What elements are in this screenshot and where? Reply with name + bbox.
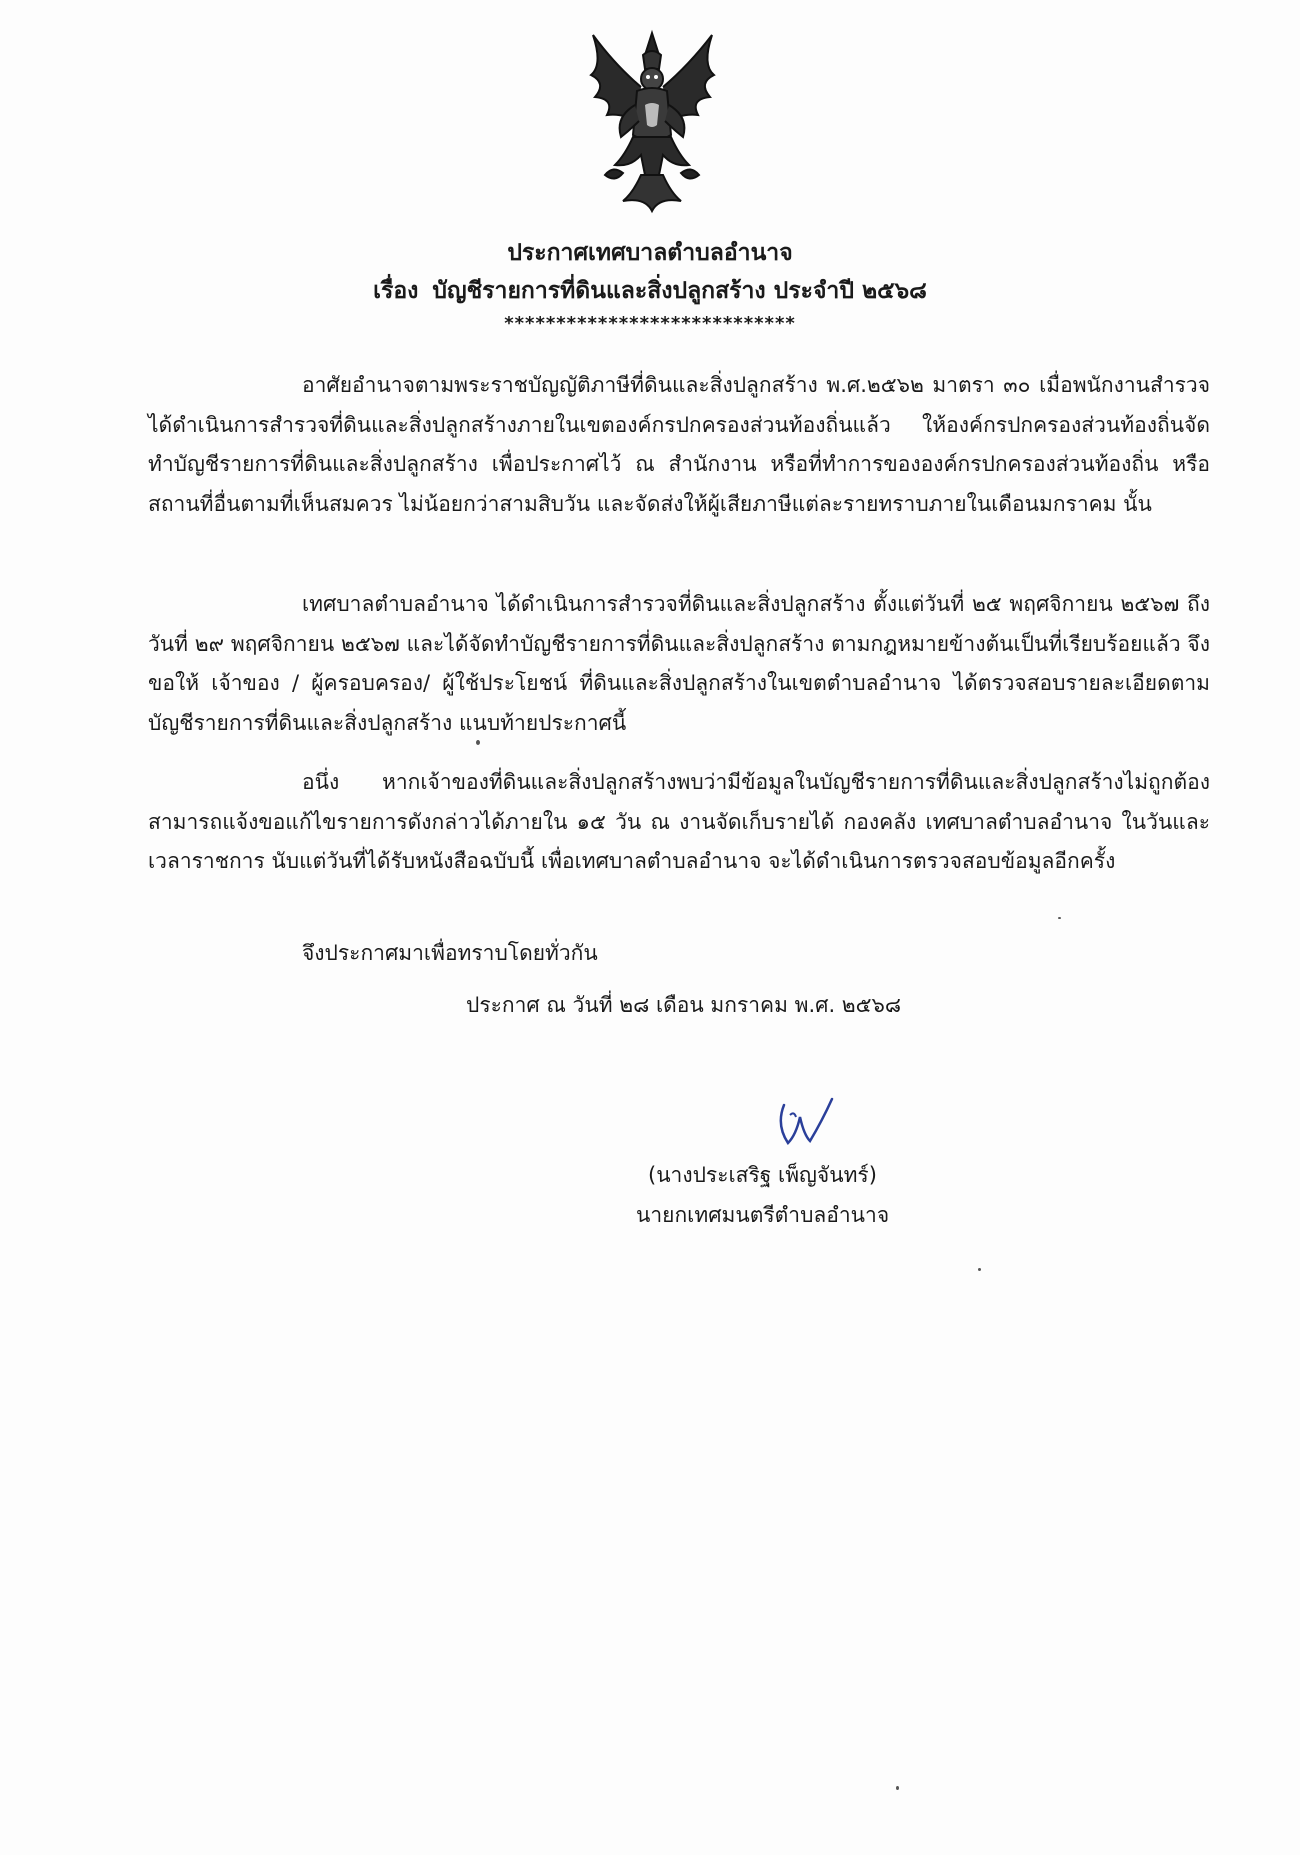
closing-line: จึงประกาศมาเพื่อทราบโดยทั่วกัน [302, 941, 598, 965]
date-line: ประกาศ ณ วันที่ ๒๘ เดือน มกราคม พ.ศ. ๒๕๖๘ [466, 993, 902, 1017]
scan-speck [896, 1786, 899, 1790]
document-title: ประกาศเทศบาลตำบลอำนาจ [507, 240, 793, 266]
scan-speck [978, 1268, 981, 1271]
title-separator: **************************** [504, 313, 796, 334]
paragraph-survey [148, 585, 1210, 743]
document-subject [0, 274, 1300, 308]
scan-speck [476, 740, 480, 745]
subject-label: เรื่อง [373, 278, 419, 304]
handwritten-signature-icon [770, 1095, 840, 1151]
paragraph-authority [148, 366, 1210, 524]
paragraph-text: อนึ่ง หากเจ้าของที่ดินและสิ่งปลูกสร้างพบว่ามีข้อมูลในบัญชีรายการที่ดินและสิ่งปลูกสร้างไม่ถูกต้อง สามารถแจ้งขอแก้ไขรายการดังกล่าวได้ภายใน ๑๕ วัน ณ งานจัดเก็บรายได้ กองคลัง เทศบาลตำบลอำนาจ ในวันและเวลาราชการ นับแต่วันที่ได้รับหนังสือฉบับนี้ เพื่อเทศบาลตำบลอำนาจ จะได้ดำเนินการตรวจสอบข้อมูลอีกครั้ง [148, 770, 1210, 873]
signer-name: (นางประเสริฐ เพ็ญจันทร์) [648, 1163, 877, 1187]
signer-title: นายกเทศมนตรีตำบลอำนาจ [636, 1203, 890, 1227]
paragraph-correction [148, 763, 1210, 882]
subject-text: บัญชีรายการที่ดินและสิ่งปลูกสร้าง ประจำปี ๒๕๖๘ [432, 278, 927, 304]
scan-speck [1058, 917, 1061, 919]
paragraph-text: อาศัยอำนาจตามพระราชบัญญัติภาษีที่ดินและสิ่งปลูกสร้าง พ.ศ.๒๕๖๒ มาตรา ๓๐ เมื่อพนักงานสำรวจได้ดำเนินการสำรวจที่ดินและสิ่งปลูกสร้างภายในเขตองค์กรปกครองส่วนท้องถิ่นแล้ว ให้องค์กรปกครองส่วนท้องถิ่นจัดทำบัญชีรายการที่ดินและสิ่งปลูกสร้าง เพื่อประกาศไว้ ณ สำนักงาน หรือที่ทำการขององค์กรปกครองส่วนท้องถิ่น หรือสถานที่อื่นตามที่เห็นสมควร ไม่น้อยกว่าสามสิบวัน และจัดส่งให้ผู้เสียภาษีแต่ละรายทราบภายในเดือนมกราคม นั้น [148, 373, 1210, 516]
paragraph-text: เทศบาลตำบลอำนาจ ได้ดำเนินการสำรวจที่ดินและสิ่งปลูกสร้าง ตั้งแต่วันที่ ๒๕ พฤศจิกายน ๒๕๖๗ ถึง วันที่ ๒๙ พฤศจิกายน ๒๕๖๗ และได้จัดทำบัญชีรายการที่ดินและสิ่งปลูกสร้าง ตามกฎหมายข้างต้นเป็นที่เรียบร้อยแล้ว จึงขอให้ เจ้าของ / ผู้ครอบครอง/ ผู้ใช้ประโยชน์ ที่ดินและสิ่งปลูกสร้างในเขตตำบลอำนาจ ได้ตรวจสอบรายละเอียดตามบัญชีรายการที่ดินและสิ่งปลูกสร้าง แนบท้ายประกาศนี้ [148, 592, 1210, 735]
garuda-emblem-icon [585, 25, 720, 215]
